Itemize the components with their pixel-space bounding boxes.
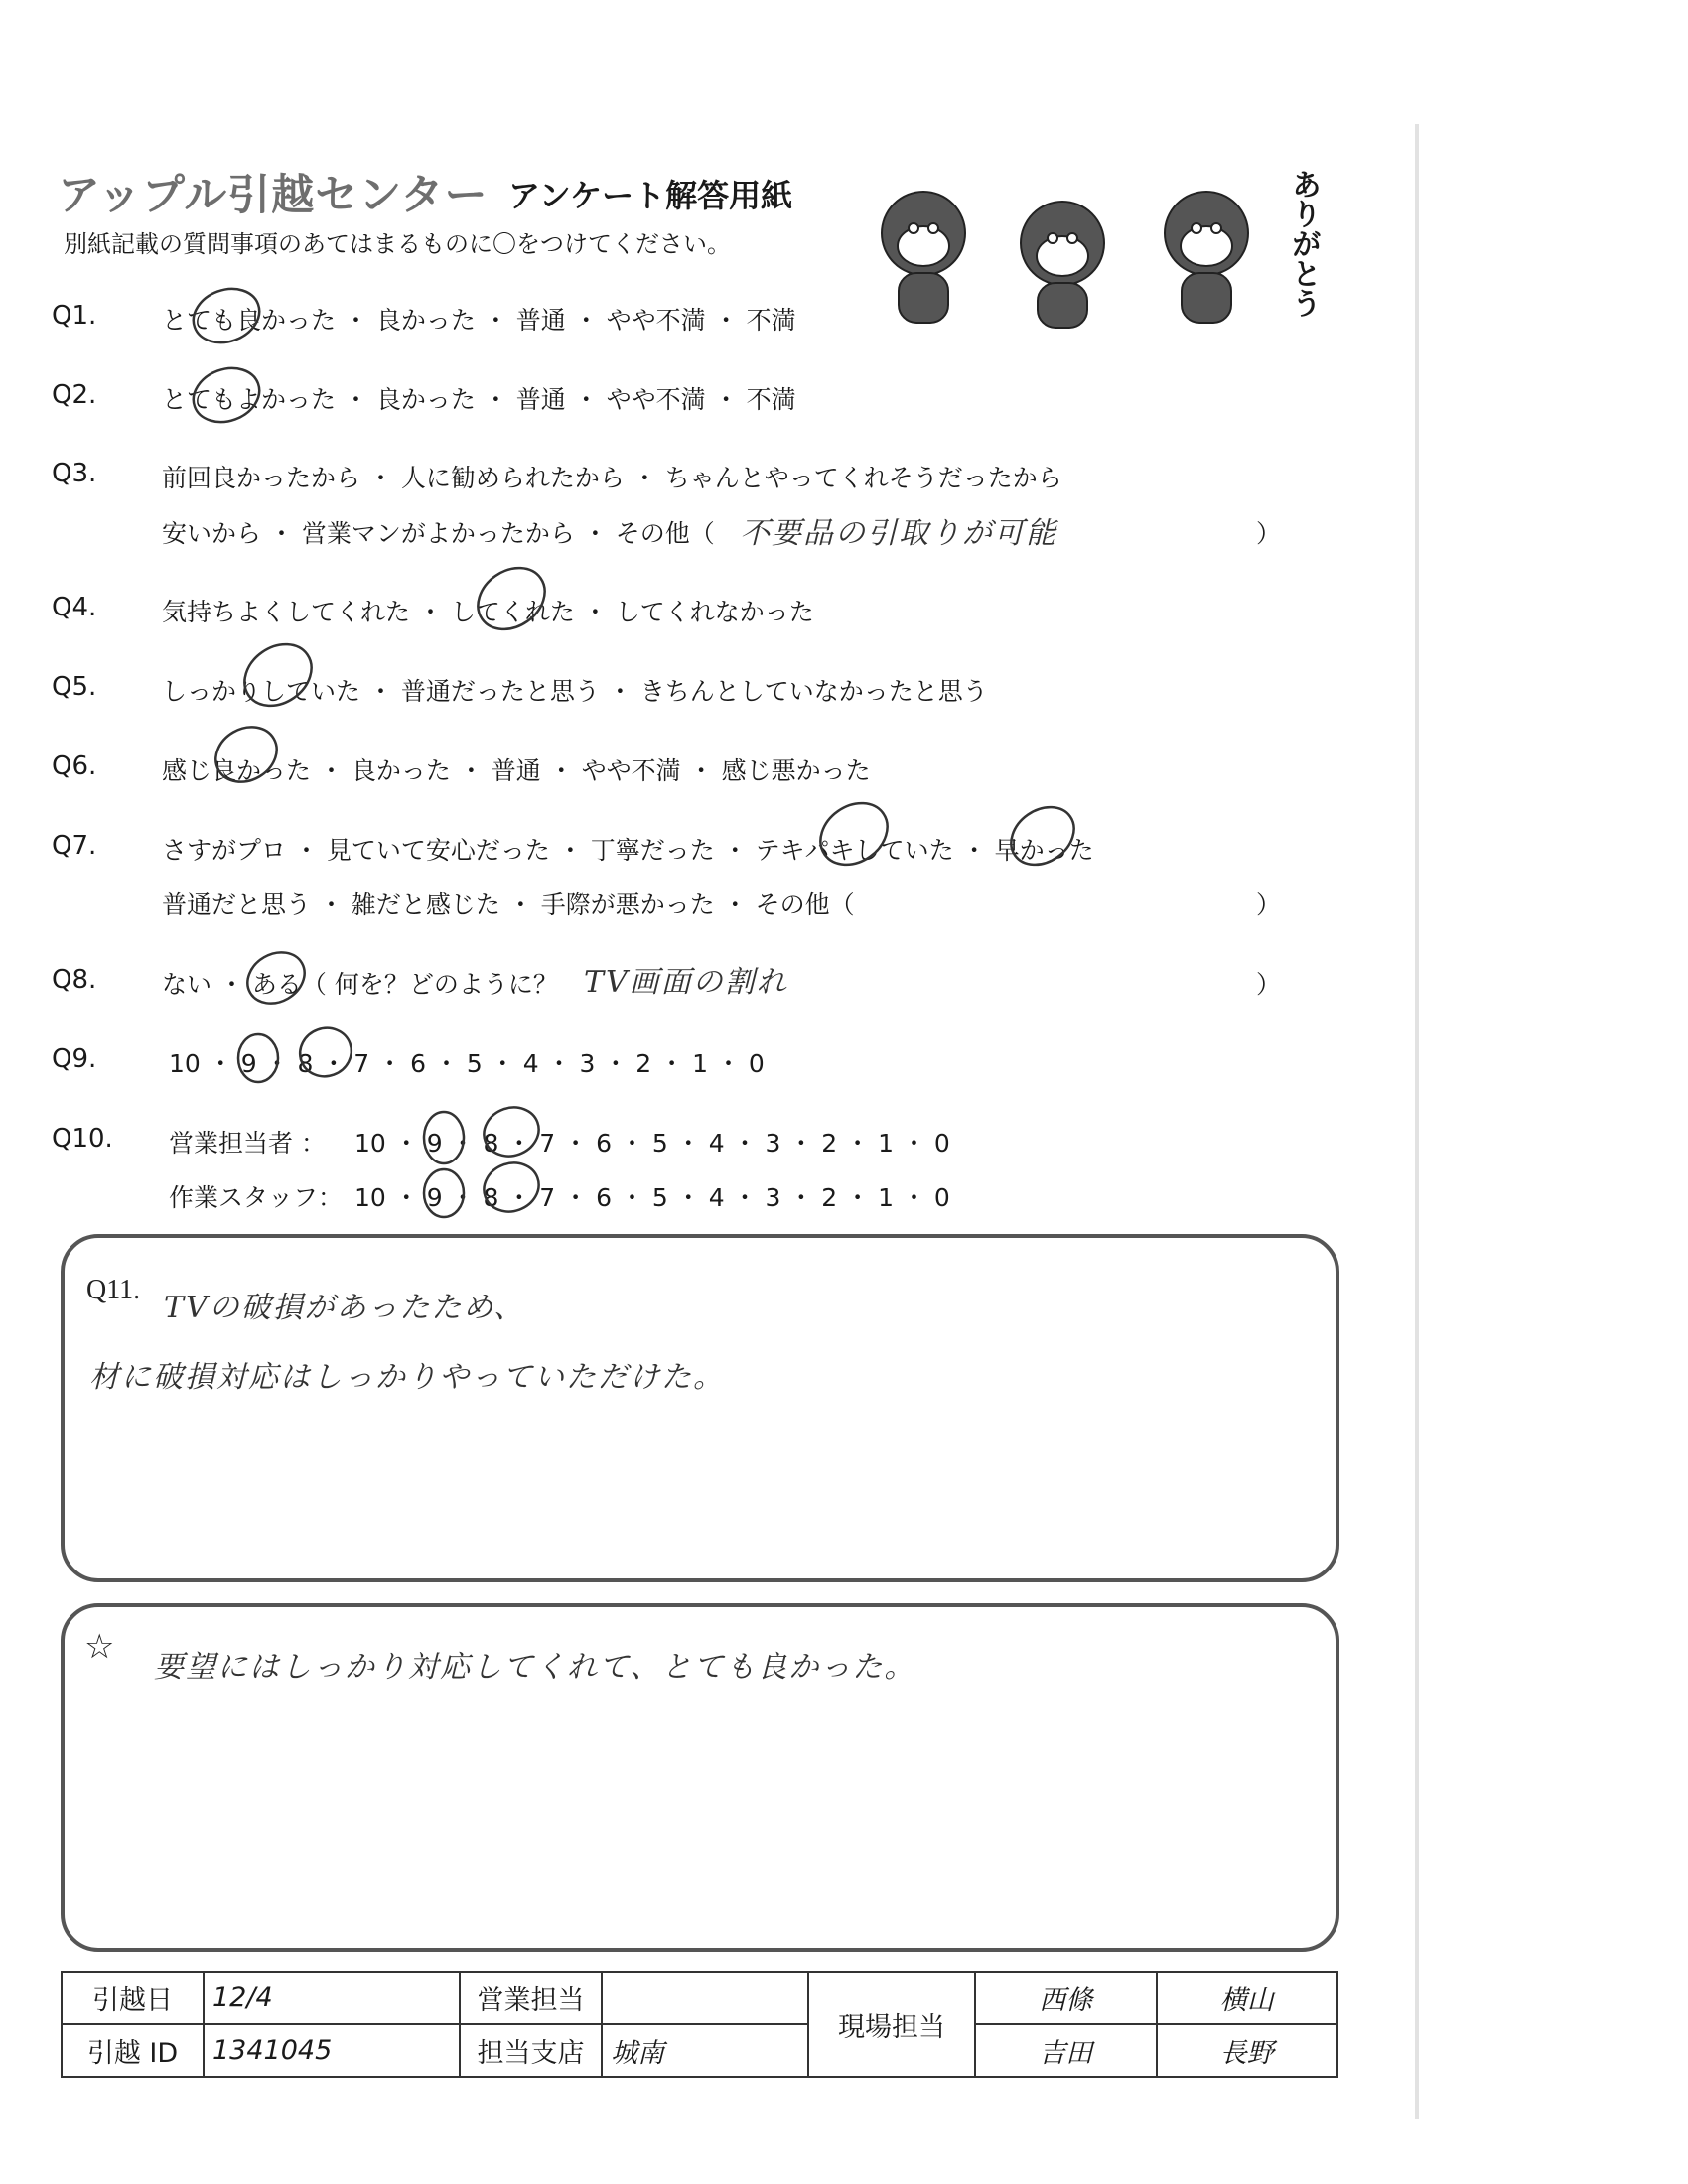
branch-value: 城南	[602, 2024, 808, 2077]
q10-staff-scale: 10 ・ 9 ・ 8 ・ 7 ・ 6 ・ 5 ・ 4 ・ 3 ・ 2 ・ 1 ・ 0	[354, 1183, 950, 1212]
company-title: アップル引越センター	[58, 171, 489, 220]
free-comment-box	[61, 1603, 1339, 1952]
q5-number: Q5.	[52, 672, 97, 702]
move-id-label: 引越 ID	[62, 2024, 204, 2077]
monkey-mascots-illustration	[864, 169, 1311, 338]
q1-options: とても良かった ・ 良かった ・ 普通 ・ やや不満 ・ 不満	[162, 306, 796, 335]
q3-options-line2: 安いから ・ 営業マンがよかったから ・ その他（	[162, 519, 715, 548]
q9-scale: 10 ・ 9 ・ 8 ・ 7 ・ 6 ・ 5 ・ 4 ・ 3 ・ 2 ・ 1 ・ 0	[169, 1049, 765, 1078]
q10-sales-scale: 10 ・ 9 ・ 8 ・ 7 ・ 6 ・ 5 ・ 4 ・ 3 ・ 2 ・ 1 ・ 0	[354, 1129, 950, 1158]
q3-number: Q3.	[52, 459, 97, 488]
q5-options: しっかりしていた ・ 普通だったと思う ・ きちんとしていなかったと思う	[162, 677, 988, 706]
site-staff-2: 横山	[1157, 1972, 1338, 2024]
site-staff-3: 吉田	[975, 2024, 1157, 2077]
q3-options-line1: 前回良かったから ・ 人に勧められたから ・ ちゃんとやってくれそうだったから	[162, 464, 1062, 492]
q7-close-paren: ）	[1256, 890, 1282, 919]
move-date-value: 12/4	[204, 1972, 460, 2024]
q2-number: Q2.	[52, 380, 97, 410]
sales-rep-value	[602, 1972, 808, 2024]
footer-info-table	[61, 1971, 1338, 2078]
q8-close-paren: ）	[1256, 970, 1282, 999]
branch-label: 担当支店	[460, 2024, 602, 2077]
q10-staff-label: 作業スタッフ：	[169, 1183, 344, 1212]
q11-handwritten-line1: TVの破損があったため、	[164, 1291, 526, 1325]
q8-number: Q8.	[52, 965, 97, 995]
q8-handwritten-answer: TV画面の割れ	[584, 965, 788, 1000]
q2-options: とてもよかった ・ 良かった ・ 普通 ・ やや不満 ・ 不満	[162, 385, 796, 414]
q8-options: ない ・ ある（ 何を？どのように？	[162, 970, 558, 999]
q6-options: 感じ良かった ・ 良かった ・ 普通 ・ やや不満 ・ 感じ悪かった	[162, 756, 871, 785]
site-staff-label: 現場担当	[808, 1972, 975, 2077]
star-icon: ☆	[84, 1627, 115, 1667]
move-date-label: 引越日	[62, 1972, 204, 2024]
site-staff-4: 長野	[1157, 2024, 1338, 2077]
instruction-text: 別紙記載の質問事項のあてはまるものに〇をつけてください。	[64, 230, 731, 258]
q9-number: Q9.	[52, 1044, 97, 1074]
q3-handwritten-answer: 不要品の引取りが可能	[740, 516, 1057, 551]
sales-rep-label: 営業担当	[460, 1972, 602, 2024]
site-staff-1: 西條	[975, 1972, 1157, 2024]
q10-number: Q10.	[52, 1124, 113, 1154]
q6-number: Q6.	[52, 751, 97, 781]
q4-number: Q4.	[52, 593, 97, 622]
move-id-value: 1341045	[204, 2024, 460, 2077]
thanks-text: ありがとう	[1286, 169, 1321, 318]
q7-number: Q7.	[52, 831, 97, 861]
free-comment-handwritten: 要望にはしっかり対応してくれて、とても良かった。	[154, 1650, 916, 1685]
q11-handwritten-line2: 材に破損対応はしっかりやっていただけた。	[89, 1360, 725, 1395]
page-edge	[1415, 124, 1419, 2119]
q7-options-line1: さすがプロ ・ 見ていて安心だった ・ 丁寧だった ・ テキパキしていた ・ 早かった	[162, 836, 1094, 865]
q7-options-line2: 普通だと思う ・ 雑だと感じた ・ 手際が悪かった ・ その他（	[162, 890, 855, 919]
q10-sales-label: 営業担当者 ：	[169, 1129, 326, 1158]
q4-options: 気持ちよくしてくれた ・ してくれた ・ してくれなかった	[162, 598, 814, 626]
q11-label: Q11.	[86, 1275, 141, 1305]
form-subtitle: アンケート解答用紙	[508, 177, 793, 214]
q3-close-paren: ）	[1256, 519, 1282, 548]
q11-comment-box	[61, 1234, 1339, 1582]
q1-number: Q1.	[52, 301, 97, 331]
